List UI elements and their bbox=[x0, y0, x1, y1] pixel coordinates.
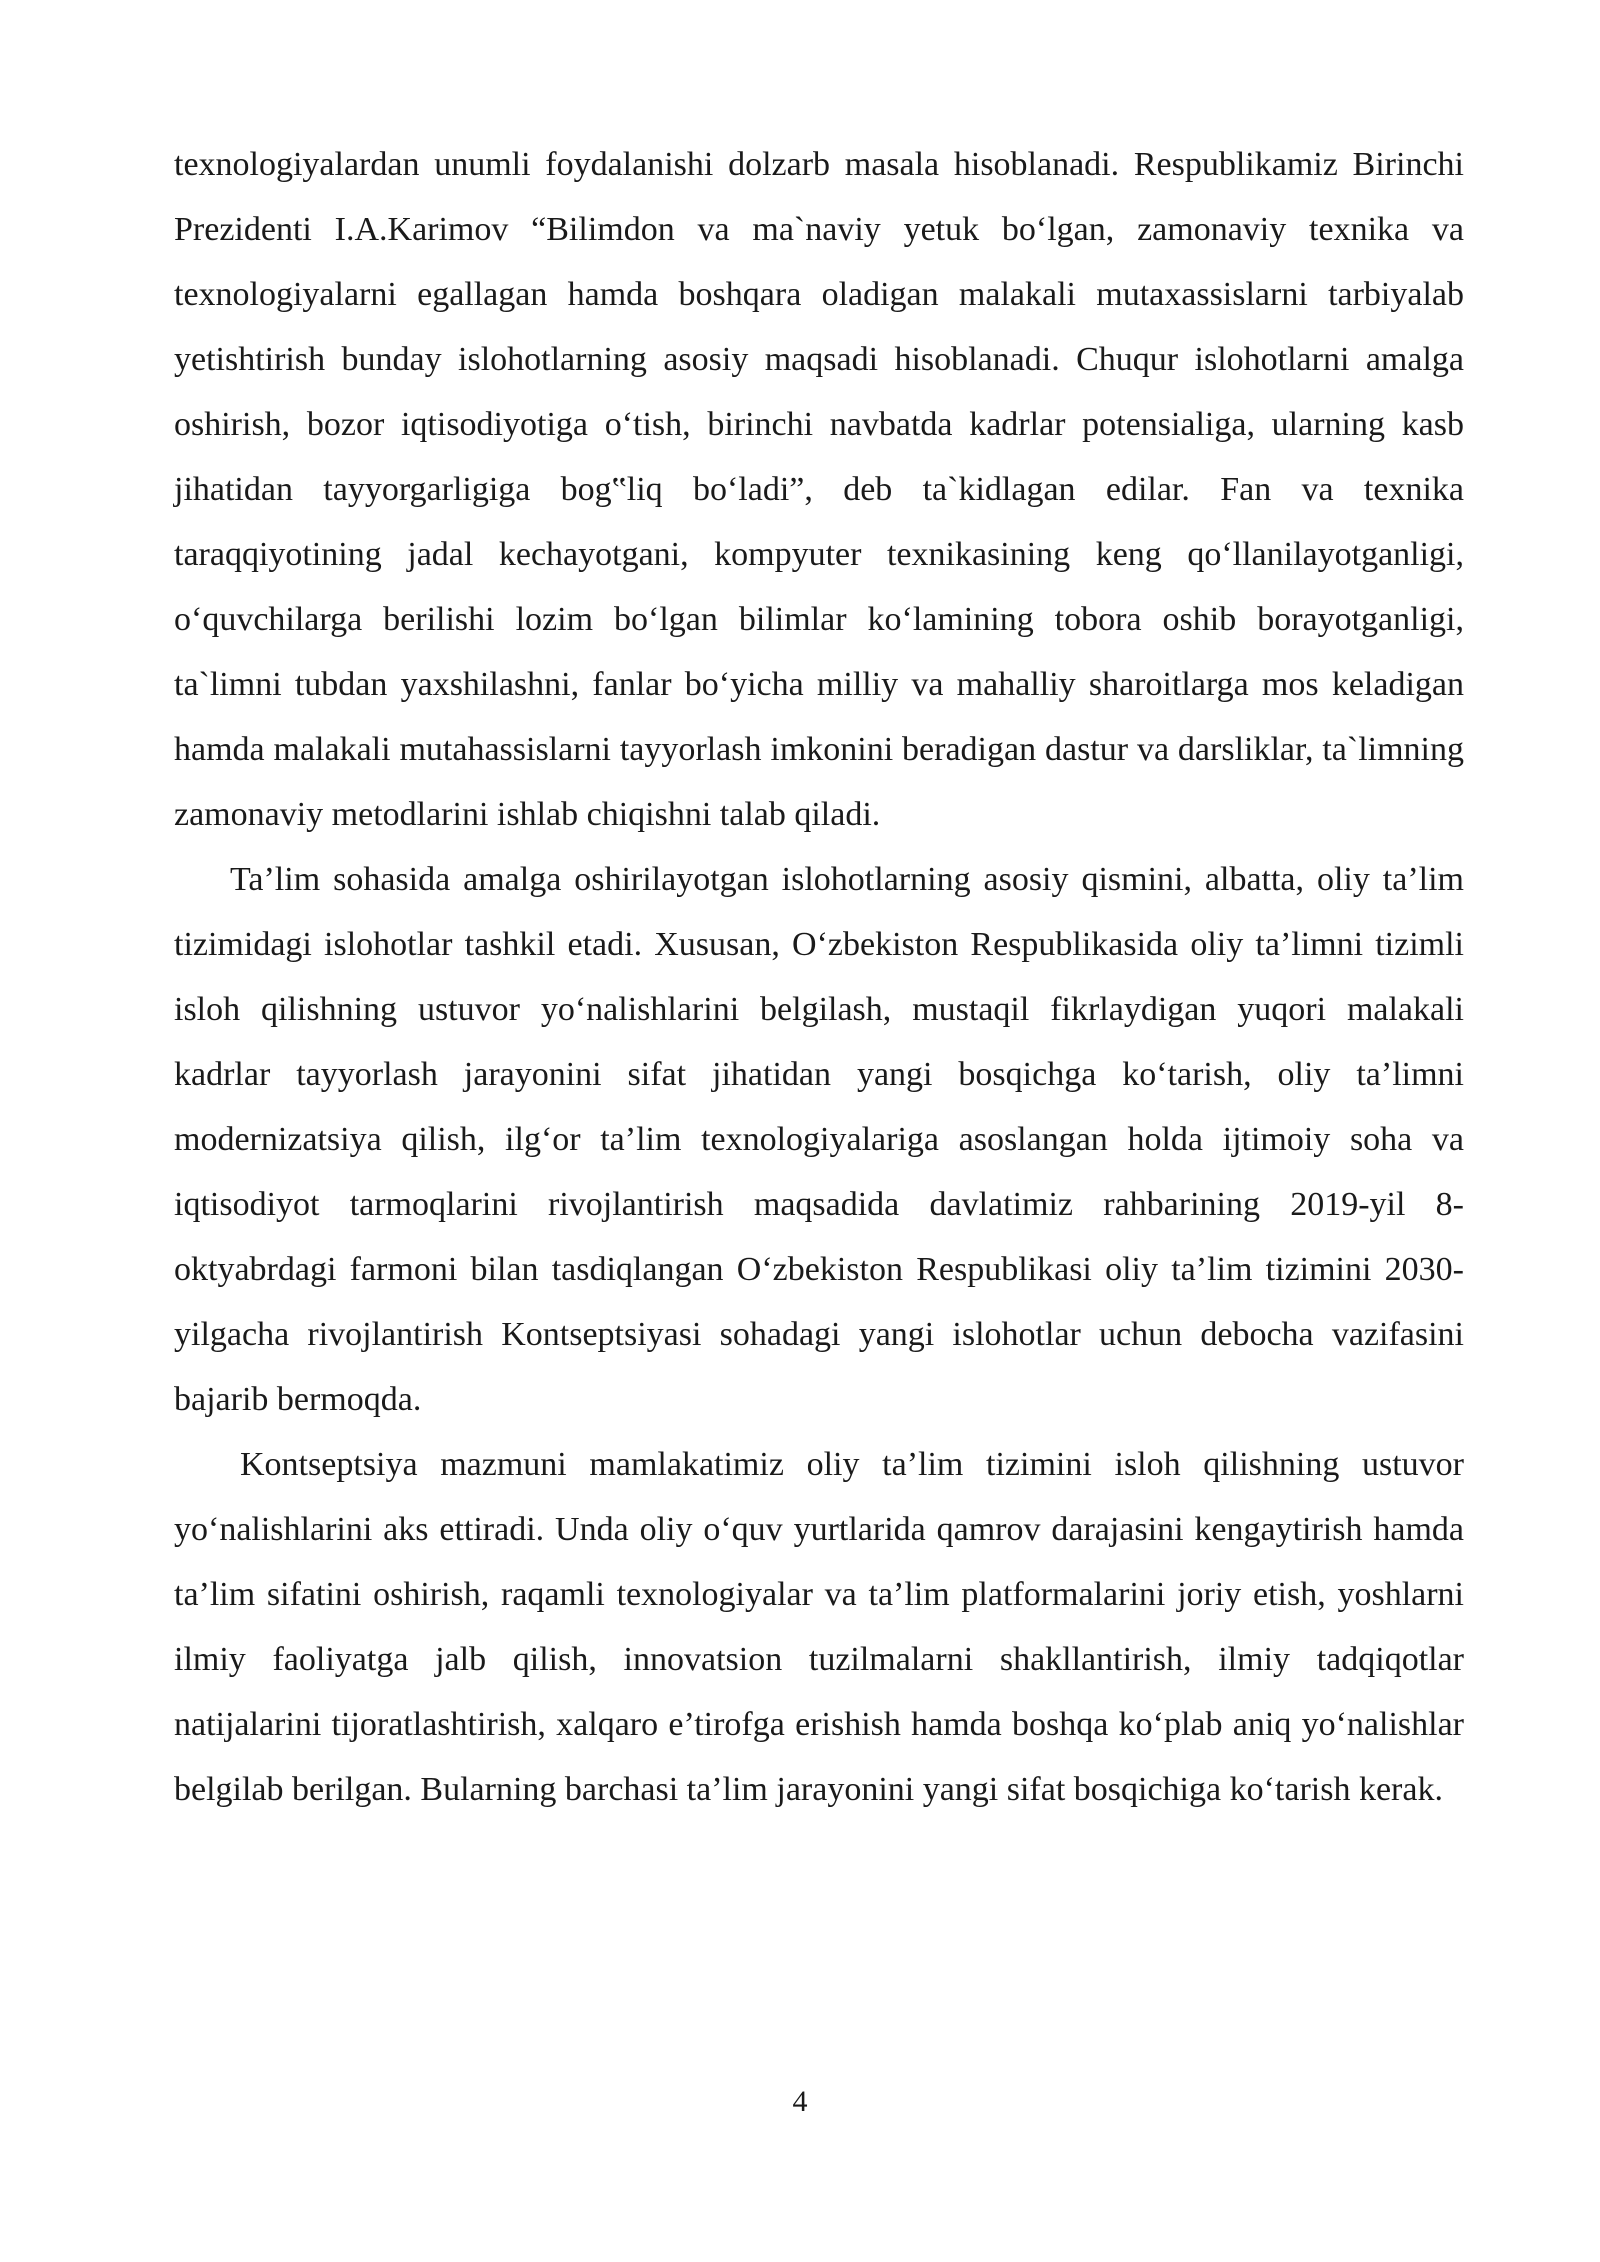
paragraph-2: Ta’lim sohasida amalga oshirilayotgan islohotlarning asosiy qismini, albatta, oliy ta’lim tizimidagi islohotlar tashkil etadi. Xususan, O‘zbekiston Respublikasida oliy ta’limni tizimli isloh qilishning ustuvor yo‘nalishlarini belgilash, mustaqil fikrlaydigan yuqori malakali kadrlar tayyorlash jarayonini sifat jihatidan yangi bosqichga ko‘tarish, oliy ta’limni modernizatsiya qilish, ilg‘or ta’lim texnologiyalariga asoslangan holda ijtimoiy soha va iqtisodiyot tarmoqlarini rivojlantirish maqsadida davlatimiz rahbarining 2019-yil 8-oktyabrdagi farmoni bilan tasdiqlangan O‘zbekiston Respublikasi oliy ta’lim tizimini 2030- yilgacha rivojlantirish Kontseptsiyasi sohadagi yangi islohotlar uchun debocha vazifasini bajarib bermoqda. bbox=[174, 861, 1464, 1418]
body-text bbox=[174, 132, 1464, 1822]
paragraph-1: texnologiyalardan unumli foydalanishi dolzarb masala hisoblanadi. Respublikamiz Birinchi Prezidenti I.A.Karimov “Bilimdon va ma`naviy yetuk bo‘lgan, zamonaviy texnika va texnologiyalarni egallagan hamda boshqara oladigan malakali mutaxassislarni tarbiyalab yetishtirish bunday islohotlarning asosiy maqsadi hisoblanadi. Chuqur islohotlarni amalga oshirish, bozor iqtisodiyotiga o‘tish, birinchi navbatda kadrlar potensialiga, ularning kasb jihatidan tayyorgarligiga bog‟liq bo‘ladi”, deb ta`kidlagan edilar. Fan va texnika taraqqiyotining jadal kechayotgani, kompyuter texnikasining keng qo‘llanilayotganligi, o‘quvchilarga berilishi lozim bo‘lgan bilimlar ko‘lamining tobora oshib borayotganligi, ta`limni tubdan yaxshilashni, fanlar bo‘yicha milliy va mahalliy sharoitlarga mos keladigan hamda malakali mutahassislarni tayyorlash imkonini beradigan dastur va darsliklar, ta`limning zamonaviy metodlarini ishlab chiqishni talab qiladi. bbox=[174, 146, 1464, 833]
page-number: 4 bbox=[792, 2085, 808, 2118]
paragraph-3: Kontseptsiya mazmuni mamlakatimiz oliy ta’lim tizimini isloh qilishning ustuvor yo‘nalishlarini aks ettiradi. Unda oliy o‘quv yurtlarida qamrov darajasini kengaytirish hamda ta’lim sifatini oshirish, raqamli texnologiyalar va ta’lim platformalarini joriy etish, yoshlarni ilmiy faoliyatga jalb qilish, innovatsion tuzilmalarni shakllantirish, ilmiy tadqiqotlar natijalarini tijoratlashtirish, xalqaro e’tirofga erishish hamda boshqa ko‘plab aniq yo‘nalishlar belgilab berilgan. Bularning barchasi ta’lim jarayonini yangi sifat bosqichiga ko‘tarish kerak. bbox=[174, 1446, 1464, 1808]
